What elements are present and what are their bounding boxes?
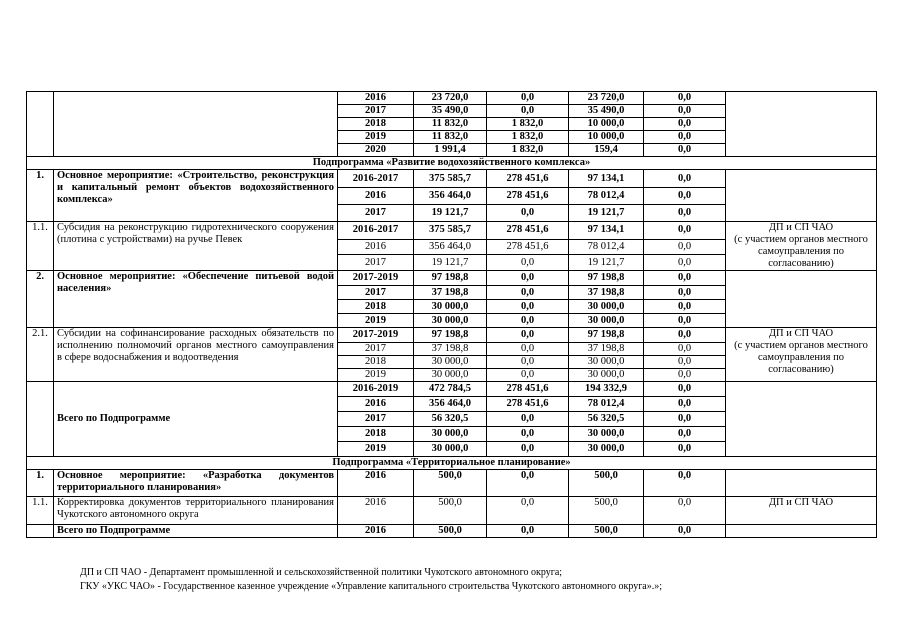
year-cell: 2017 <box>338 105 414 118</box>
table-row <box>27 470 877 497</box>
local-cell: 0,0 <box>644 412 726 427</box>
regional-cell: 35 490,0 <box>569 105 644 118</box>
responsible-cell: ДП и СП ЧАО (с участием органов местного самоуправления по согласованию) <box>726 222 877 271</box>
regional-cell: 97 134,1 <box>569 170 644 188</box>
regional-cell: 30 000,0 <box>569 314 644 328</box>
year-cell: 2019 <box>338 131 414 144</box>
local-cell: 0,0 <box>644 328 726 343</box>
total-cell: 19 121,7 <box>414 205 487 222</box>
num-cell <box>27 525 54 538</box>
total-cell: 97 198,8 <box>414 271 487 286</box>
footnote: ДП и СП ЧАО - Департамент промышленной и сельскохозяйственной политики Чукотского автономного округа; <box>80 567 563 578</box>
table-row <box>27 328 877 343</box>
table-row <box>27 170 877 188</box>
regional-cell: 194 332,9 <box>569 382 644 397</box>
year-cell: 2017 <box>338 412 414 427</box>
federal-cell: 0,0 <box>487 343 569 356</box>
total-cell: 35 490,0 <box>414 105 487 118</box>
regional-cell: 78 012,4 <box>569 239 644 255</box>
total-cell: 30 000,0 <box>414 300 487 314</box>
regional-cell: 500,0 <box>569 470 644 497</box>
year-cell: 2018 <box>338 300 414 314</box>
local-cell: 0,0 <box>644 343 726 356</box>
responsible-cell <box>726 170 877 222</box>
local-cell: 0,0 <box>644 271 726 286</box>
total-cell: 97 198,8 <box>414 328 487 343</box>
local-cell: 0,0 <box>644 239 726 255</box>
regional-cell: 10 000,0 <box>569 118 644 131</box>
federal-cell: 278 451,6 <box>487 382 569 397</box>
table-row <box>27 222 877 240</box>
regional-cell: 30 000,0 <box>569 300 644 314</box>
local-cell: 0,0 <box>644 222 726 240</box>
total-cell: 30 000,0 <box>414 356 487 369</box>
local-cell: 0,0 <box>644 105 726 118</box>
local-cell: 0,0 <box>644 314 726 328</box>
row-number: 1. <box>27 170 54 222</box>
year-cell: 2016-2019 <box>338 382 414 397</box>
table-row <box>27 497 877 525</box>
activity-name: Основное мероприятие: «Обеспечение питьевой водой населения» <box>54 271 338 328</box>
regional-cell: 78 012,4 <box>569 397 644 412</box>
regional-cell: 10 000,0 <box>569 131 644 144</box>
local-cell: 0,0 <box>644 92 726 105</box>
year-cell: 2016 <box>338 92 414 105</box>
total-cell: 356 464,0 <box>414 397 487 412</box>
row-number: 2. <box>27 271 54 328</box>
row-number: 1.1. <box>27 497 54 525</box>
table-row <box>27 382 877 397</box>
total-cell: 37 198,8 <box>414 286 487 300</box>
regional-cell: 30 000,0 <box>569 427 644 442</box>
year-cell: 2019 <box>338 442 414 457</box>
responsible-cell: ДП и СП ЧАО <box>726 497 877 525</box>
local-cell: 0,0 <box>644 397 726 412</box>
year-cell: 2019 <box>338 369 414 382</box>
total-cell: 356 464,0 <box>414 188 487 205</box>
regional-cell: 56 320,5 <box>569 412 644 427</box>
year-cell: 2017 <box>338 205 414 222</box>
federal-cell: 1 832,0 <box>487 118 569 131</box>
federal-cell: 0,0 <box>487 356 569 369</box>
responsible-cell <box>726 92 877 157</box>
total-cell: 30 000,0 <box>414 369 487 382</box>
year-cell: 2016 <box>338 497 414 525</box>
total-cell: 500,0 <box>414 470 487 497</box>
total-cell: 500,0 <box>414 525 487 538</box>
regional-cell: 19 121,7 <box>569 205 644 222</box>
total-cell: 30 000,0 <box>414 314 487 328</box>
regional-cell: 159,4 <box>569 144 644 157</box>
activity-name: Субсидии на софинансирование расходных обязательств по исполнению полномочий органов местного самоуправления в сфере водоснабжения и водоотведения <box>54 328 338 382</box>
year-cell: 2017 <box>338 286 414 300</box>
federal-cell: 0,0 <box>487 286 569 300</box>
federal-cell: 0,0 <box>487 255 569 271</box>
total-cell: 30 000,0 <box>414 442 487 457</box>
total-cell: 37 198,8 <box>414 343 487 356</box>
federal-cell: 0,0 <box>487 525 569 538</box>
regional-cell: 500,0 <box>569 525 644 538</box>
section-header-row <box>27 457 877 470</box>
local-cell: 0,0 <box>644 369 726 382</box>
local-cell: 0,0 <box>644 188 726 205</box>
total-cell: 11 832,0 <box>414 118 487 131</box>
federal-cell: 0,0 <box>487 105 569 118</box>
federal-cell: 0,0 <box>487 300 569 314</box>
responsible-cell <box>726 470 877 497</box>
regional-cell: 30 000,0 <box>569 369 644 382</box>
activity-name: Корректировка документов территориального планирования Чукотского автономного округа <box>54 497 338 525</box>
year-cell: 2018 <box>338 427 414 442</box>
table-row <box>27 271 877 286</box>
local-cell: 0,0 <box>644 382 726 397</box>
total-cell: 19 121,7 <box>414 255 487 271</box>
total-cell: 500,0 <box>414 497 487 525</box>
total-label: Всего по Подпрограмме <box>54 382 338 457</box>
federal-cell: 278 451,6 <box>487 397 569 412</box>
local-cell: 0,0 <box>644 118 726 131</box>
regional-cell: 97 198,8 <box>569 328 644 343</box>
federal-cell: 1 832,0 <box>487 144 569 157</box>
year-cell: 2016 <box>338 188 414 205</box>
regional-cell: 37 198,8 <box>569 343 644 356</box>
federal-cell: 0,0 <box>487 427 569 442</box>
federal-cell: 0,0 <box>487 92 569 105</box>
federal-cell: 278 451,6 <box>487 239 569 255</box>
federal-cell: 0,0 <box>487 442 569 457</box>
table-row <box>27 525 877 538</box>
total-cell: 472 784,5 <box>414 382 487 397</box>
local-cell: 0,0 <box>644 255 726 271</box>
year-cell: 2016-2017 <box>338 170 414 188</box>
local-cell: 0,0 <box>644 470 726 497</box>
regional-cell: 19 121,7 <box>569 255 644 271</box>
regional-cell: 30 000,0 <box>569 442 644 457</box>
regional-cell: 97 134,1 <box>569 222 644 240</box>
total-cell: 23 720,0 <box>414 92 487 105</box>
responsible-cell: ДП и СП ЧАО (с участием органов местного самоуправления по согласованию) <box>726 328 877 382</box>
local-cell: 0,0 <box>644 442 726 457</box>
year-cell: 2016-2017 <box>338 222 414 240</box>
year-cell: 2016 <box>338 397 414 412</box>
local-cell: 0,0 <box>644 300 726 314</box>
responsible-cell <box>726 382 877 457</box>
federal-cell: 0,0 <box>487 205 569 222</box>
federal-cell: 0,0 <box>487 369 569 382</box>
regional-cell: 37 198,8 <box>569 286 644 300</box>
local-cell: 0,0 <box>644 497 726 525</box>
year-cell: 2018 <box>338 356 414 369</box>
year-cell: 2017 <box>338 255 414 271</box>
total-cell: 30 000,0 <box>414 427 487 442</box>
financing-table <box>26 91 877 538</box>
row-number: 2.1. <box>27 328 54 382</box>
local-cell: 0,0 <box>644 356 726 369</box>
year-cell: 2016 <box>338 525 414 538</box>
local-cell: 0,0 <box>644 205 726 222</box>
activity-name: Основное мероприятие: «Строительство, реконструкция и капитальный ремонт объектов водохозяйственного комплекса» <box>54 170 338 222</box>
total-label: Всего по Подпрограмме <box>54 525 338 538</box>
total-cell: 1 991,4 <box>414 144 487 157</box>
responsible-cell <box>726 525 877 538</box>
total-cell: 11 832,0 <box>414 131 487 144</box>
section-header-row <box>27 157 877 170</box>
regional-cell: 500,0 <box>569 497 644 525</box>
num-cell <box>27 92 54 157</box>
financing-table-container <box>26 91 876 538</box>
federal-cell: 278 451,6 <box>487 170 569 188</box>
regional-cell: 23 720,0 <box>569 92 644 105</box>
year-cell: 2018 <box>338 118 414 131</box>
regional-cell: 30 000,0 <box>569 356 644 369</box>
local-cell: 0,0 <box>644 525 726 538</box>
year-cell: 2017-2019 <box>338 271 414 286</box>
total-cell: 356 464,0 <box>414 239 487 255</box>
federal-cell: 1 832,0 <box>487 131 569 144</box>
total-cell: 375 585,7 <box>414 170 487 188</box>
footnotes <box>80 566 880 594</box>
year-cell: 2017 <box>338 343 414 356</box>
row-number: 1.1. <box>27 222 54 271</box>
federal-cell: 0,0 <box>487 328 569 343</box>
name-cell <box>54 92 338 157</box>
federal-cell: 0,0 <box>487 412 569 427</box>
federal-cell: 0,0 <box>487 497 569 525</box>
num-cell <box>27 382 54 457</box>
year-cell: 2016 <box>338 470 414 497</box>
activity-name: Субсидия на реконструкцию гидротехнического сооружения (плотина с устройствами) на ручье Певек <box>54 222 338 271</box>
year-cell: 2019 <box>338 314 414 328</box>
responsible-cell <box>726 271 877 328</box>
activity-name: Основное мероприятие: «Разработка документов территориального планирования» <box>54 470 338 497</box>
subprogram-title: Подпрограмма «Территориальное планирование» <box>27 457 877 470</box>
federal-cell: 0,0 <box>487 314 569 328</box>
federal-cell: 0,0 <box>487 470 569 497</box>
local-cell: 0,0 <box>644 286 726 300</box>
year-cell: 2016 <box>338 239 414 255</box>
local-cell: 0,0 <box>644 131 726 144</box>
federal-cell: 278 451,6 <box>487 188 569 205</box>
local-cell: 0,0 <box>644 144 726 157</box>
federal-cell: 278 451,6 <box>487 222 569 240</box>
regional-cell: 78 012,4 <box>569 188 644 205</box>
subprogram-title: Подпрограмма «Развитие водохозяйственного комплекса» <box>27 157 877 170</box>
year-cell: 2020 <box>338 144 414 157</box>
regional-cell: 97 198,8 <box>569 271 644 286</box>
footnote: ГКУ «УКС ЧАО» - Государственное казенное учреждение «Управление капитального строительства Чукотского автономного округа».»; <box>80 581 663 592</box>
local-cell: 0,0 <box>644 427 726 442</box>
row-number: 1. <box>27 470 54 497</box>
table-row <box>27 92 877 105</box>
total-cell: 375 585,7 <box>414 222 487 240</box>
federal-cell: 0,0 <box>487 271 569 286</box>
year-cell: 2017-2019 <box>338 328 414 343</box>
local-cell: 0,0 <box>644 170 726 188</box>
total-cell: 56 320,5 <box>414 412 487 427</box>
